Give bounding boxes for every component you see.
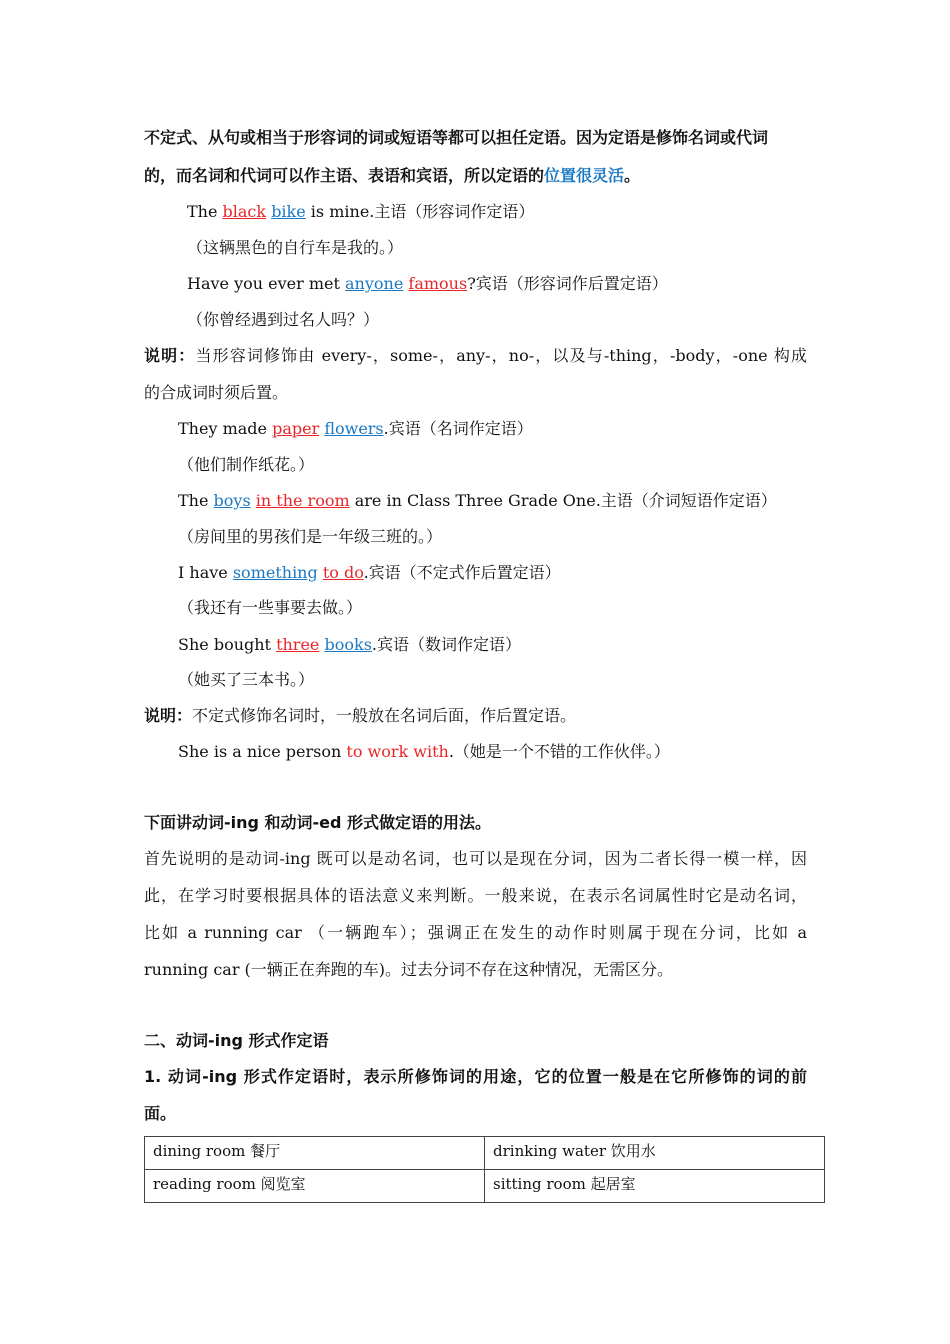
modifier-word: black: [222, 202, 267, 221]
example-text: is mine.主语（形容词作定语）: [305, 202, 535, 221]
example-text: .（她是一个不错的工作伙伴。）: [448, 742, 670, 761]
head-noun: books: [324, 635, 372, 654]
example-1: [187, 202, 534, 222]
note-label: 说明：: [144, 346, 196, 365]
section-intro-line-2: 此，在学习时要根据具体的语法意义来判断。一般来说，在表示名词属性时它是动名词，: [144, 886, 807, 905]
example-text: .宾语（数词作定语）: [371, 635, 521, 654]
example-6: [178, 635, 521, 655]
example-1-translation: （这辆黑色的自行车是我的。）: [187, 238, 404, 257]
example-text: Have you ever met: [187, 274, 346, 293]
table-cell: dining room 餐厅: [145, 1137, 485, 1170]
example-2: [187, 274, 668, 294]
section-intro-line-1: 首先说明的是动词-ing 既可以是动名词，也可以是现在分词，因为二者长得一模一样，因: [144, 849, 807, 868]
example-text: She is a nice person: [178, 742, 347, 761]
example-7: [178, 742, 670, 762]
note-2: [144, 706, 576, 726]
head-noun: anyone: [345, 274, 404, 293]
section-intro-line-4: running car (一辆正在奔跑的车)。过去分词不存在这种情况，无需区分。: [144, 960, 674, 979]
table-cell: reading room 阅览室: [145, 1170, 485, 1203]
note-text: 不定式修饰名词时，一般放在名词后面，作后置定语。: [192, 706, 577, 725]
example-text: The: [187, 202, 223, 221]
example-text: ?宾语（形容词作后置定语）: [467, 274, 668, 293]
intro-line-2-text: 的，而名词和代词可以作主语、表语和宾语，所以定语的: [144, 166, 545, 185]
note-1-line-2: 的合成词时须后置。: [144, 383, 289, 402]
intro-line-2-end: 。: [624, 166, 641, 185]
example-4-translation: （房间里的男孩们是一年级三班的。）: [178, 527, 443, 546]
modifier-word: paper: [272, 419, 320, 438]
point-1-line-1: 1. 动词-ing 形式作定语时，表示所修饰词的用途，它的位置一般是在它所修饰的词的前: [144, 1067, 807, 1086]
section-intro-heading: 下面讲动词-ing 和动词-ed 形式做定语的用法。: [144, 813, 492, 832]
intro-line-2: [144, 166, 640, 186]
head-noun: bike: [271, 202, 306, 221]
example-text: are in Class Three Grade One.主语（介词短语作定语）: [349, 491, 777, 510]
modifier-word: three: [276, 635, 320, 654]
example-2-translation: （你曾经遇到过名人吗？）: [187, 310, 380, 329]
note-1-line-1: [144, 346, 807, 366]
modifier-word: famous: [408, 274, 468, 293]
note-label: 说明：: [144, 706, 193, 725]
example-3-translation: （他们制作纸花。）: [178, 455, 315, 474]
example-text: They made: [178, 419, 273, 438]
example-5-translation: （我还有一些事要去做。）: [178, 598, 363, 617]
head-noun: boys: [213, 491, 251, 510]
example-text: The: [178, 491, 214, 510]
table-row: [145, 1170, 825, 1203]
intro-highlight: 位置很灵活: [544, 166, 625, 185]
example-text: .宾语（不定式作后置定语）: [363, 563, 561, 582]
modifier-word: in the room: [255, 491, 350, 510]
example-3: [178, 419, 533, 439]
head-noun: flowers: [324, 419, 384, 438]
modifier-phrase: to work with: [346, 742, 449, 761]
table-cell: drinking water 饮用水: [485, 1137, 825, 1170]
head-noun: something: [232, 563, 318, 582]
modifier-word: to do: [322, 563, 364, 582]
table-row: [145, 1137, 825, 1170]
example-4: [178, 491, 777, 511]
section-intro-line-3: 比如 a running car （一辆跑车）；强调正在发生的动作时则属于现在分词，比如 a: [144, 923, 807, 942]
note-text: 当形容词修饰由 every-，some-，any-，no-，以及与-thing，-body，-one 构成: [195, 346, 807, 365]
table-cell: sitting room 起居室: [485, 1170, 825, 1203]
example-text: I have: [178, 563, 233, 582]
example-5: [178, 563, 561, 583]
vocab-table: [144, 1136, 825, 1203]
intro-line-1: 不定式、从句或相当于形容词的词或短语等都可以担任定语。因为定语是修饰名词或代词: [144, 128, 769, 147]
example-6-translation: （她买了三本书。）: [178, 670, 315, 689]
section-2-heading: 二、动词-ing 形式作定语: [144, 1031, 329, 1050]
point-1-line-2: 面。: [144, 1104, 177, 1123]
example-text: She bought: [178, 635, 277, 654]
example-text: .宾语（名词作定语）: [383, 419, 533, 438]
